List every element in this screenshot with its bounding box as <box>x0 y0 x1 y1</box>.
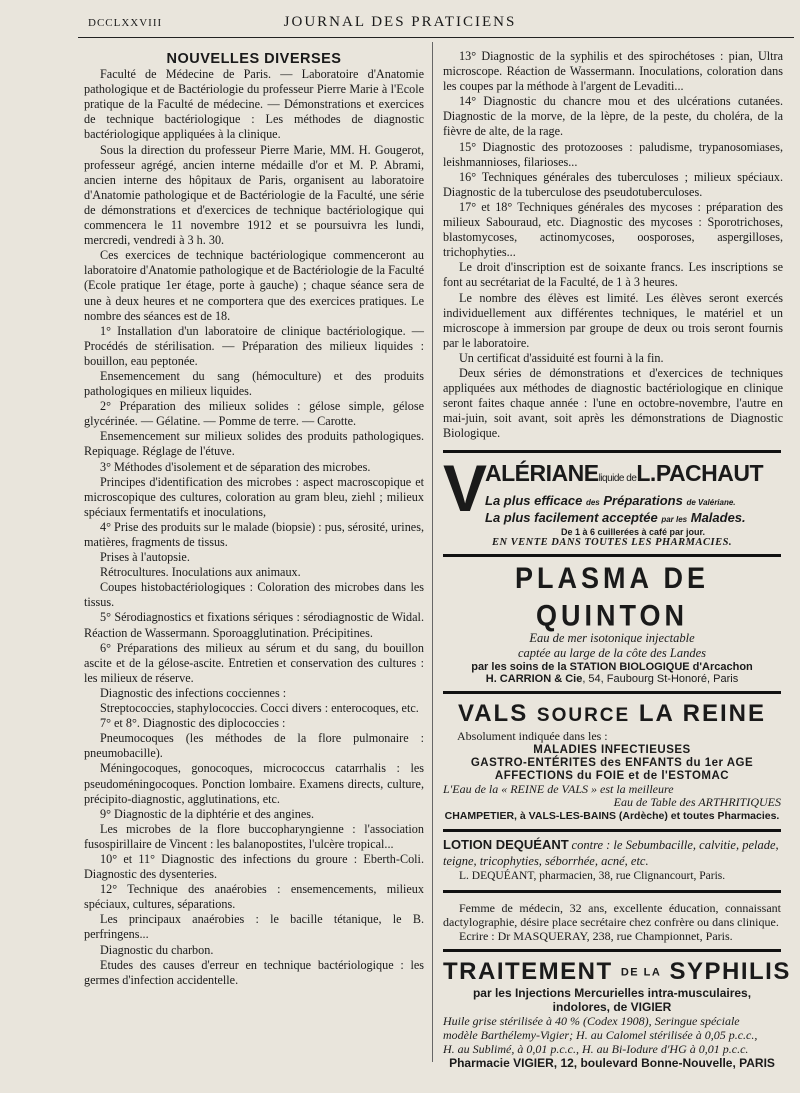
ad-traitement-de-la: DE LA <box>620 966 662 979</box>
tag2-a: La plus facilement acceptée <box>485 510 658 525</box>
left-paragraph: Les principaux anaérobies : le bacille tétanique, le B. perfringens... <box>84 912 424 942</box>
right-paragraph: Deux séries de démonstrations et d'exercices de techniques appliquées aux méthodes de diagnostic bactériologique en clinique seront faites chaque année : l'une en octobre-novembre, l'autre en mai-juin, soit avant, soit après les démonstrations de Diagnostic Biologique. <box>443 365 783 441</box>
left-paragraph: Prises à l'autopsie. <box>100 550 190 565</box>
ad-vals <box>443 694 781 832</box>
ad-traitement-title-b: SYPHILIS <box>669 957 791 985</box>
ad-traitement-l2: indolores, de VIGIER <box>552 1000 672 1015</box>
left-paragraph: Principes d'identification des microbes : aspect macroscopique et microscopique des cultures, coloration au gram bleu, ziehl ; milieux spéciaux fermentatifs et inoculations, <box>84 474 424 519</box>
right-paragraph: 17° et 18° Techniques générales des mycoses : préparation des milieux Sabouraud, etc. Diagnostic des mycoses : Sporotrichoses, blastomycoses, actinomycoses, oosporoses, aspergilloses, trichophyties... <box>443 199 783 260</box>
tag2-c: Malades. <box>690 510 746 525</box>
right-paragraph: Un certificat d'assiduité est fourni à la fin. <box>459 350 664 365</box>
ad-vals-l6: CHAMPETIER, à VALS-LES-BAINS (Ardèche) et toutes Pharmacies. <box>444 809 780 822</box>
ad-valeriane-tagline-2 <box>485 510 781 527</box>
left-column <box>84 52 424 988</box>
tag2-b: par les <box>661 515 688 524</box>
ad-lotion <box>443 832 781 893</box>
right-paragraph: 16° Techniques générales des tuberculoses ; milieux spéciaux. Diagnostic de la tuberculose des pseudotuberculoses. <box>443 169 783 199</box>
left-paragraph: Diagnostic du charbon. <box>100 942 214 957</box>
ad-traitement-title <box>443 957 791 987</box>
left-paragraph: 2° Préparation des milieux solides : gélose simple, gélose glycérinée. — Gélatine. — Pomme de terre. — Carotte. <box>84 399 424 429</box>
ad-plasma-street: , 54, Faubourg St-Honoré, Paris <box>582 673 739 685</box>
left-paragraph: 12° Technique des anaérobies : ensemencements, milieux spéciaux, cultures, séparations. <box>84 882 424 912</box>
ad-traitement-l4: modèle Barthélemy-Vigier; H. au Calomel stérilisée à 0,05 p.c.c., <box>443 1028 758 1043</box>
left-paragraph: 5° Sérodiagnostics et fixations sériques : sérodiagnostic de Widal. Réaction de Wassermann. Sporoagglutination. Précipitines. <box>84 610 424 640</box>
ad-plasma-company: H. CARRION & Cie <box>485 673 583 685</box>
ad-vals-l3: AFFECTIONS du FOIE et de l'ESTOMAC <box>494 769 730 782</box>
left-paragraph: Ensemencement du sang (hémoculture) et des produits pathologiques en milieux liquides. <box>84 368 424 399</box>
header-rule <box>78 37 794 38</box>
tag1-a: La plus efficace <box>485 493 583 508</box>
ad-traitement <box>443 952 791 1077</box>
ad-vals-title-c: LA REINE <box>638 700 766 727</box>
ad-valeriane-brand: L.PACHAUT <box>636 460 764 486</box>
right-paragraph: Le nombre des élèves est limité. Les élèves seront exercés individuellement aux différentes techniques, le matériel et un microscope à immersion par groupe de deux ou trois seront fournis par le laboratoire. <box>443 290 783 350</box>
ad-vals-l1: MALADIES INFECTIEUSES <box>533 743 691 756</box>
left-paragraph: 7° et 8°. Diagnostic des diplococcies : <box>100 716 286 731</box>
tag1-c: Préparations <box>603 493 683 508</box>
left-paragraph: Pneumocoques (les méthodes de la flore pulmonaire : pneumobacille). <box>84 731 424 761</box>
ad-plasma-title: PLASMA DE QUINTON <box>514 561 709 633</box>
ad-plasma <box>443 557 781 694</box>
left-paragraph: Sous la direction du professeur Pierre Marie, MM. H. Gougerot, professeur agrégé, ancien interne médaille d'or et M. P. Abrami, ancien interne des hôpitaux de Paris, organisent au laboratoire d'Anatomie pathologique et de Bactériologie de la Faculté, une série de démonstrations et d'exercices de technique bactériologique qui commencera le 11 novembre 1912 et se poursuivra les lundi, mercredi, vendredi à 3 h. 30. <box>84 142 424 248</box>
right-paragraph: 13° Diagnostic de la syphilis et des spirochétoses : pian, Ultra microscope. Réaction de Wassermann. Inoculations, coloration dans les coupes par la méthode à l'argent de Levaditi... <box>443 49 783 94</box>
left-paragraph: 3° Méthodes d'isolement et de séparation des microbes. <box>100 459 371 474</box>
ad-vals-title <box>443 700 781 730</box>
left-paragraph: 4° Prise des produits sur le malade (biopsie) : pus, sérosité, urines, matières, fragments de tissus. <box>84 519 424 549</box>
ad-vals-l4: L'Eau de la « REINE de VALS » est la meilleure <box>443 781 674 796</box>
section-title: NOUVELLES DIVERSES <box>166 51 342 67</box>
left-paragraph: Ces exercices de technique bactériologique commenceront au laboratoire d'Anatomie pathologique et de Bactériologie de la Faculté (Ecole pratique 1er étage, porte à gauche) ; chaque séance sera de une à deux heures et ne comportera que des exercices pratiques. Le nombre des séances est de 18. <box>84 248 424 323</box>
ad-lotion-text: contre : le Sebumbacille, calvitie, pelade, teigne, tricophyties, séborrhée, acné, etc. <box>443 838 779 868</box>
ad-plasma-line1: Eau de mer isotonique injectable <box>529 631 695 645</box>
left-paragraph: Coupes histobactériologiques : Coloration des microbes dans les tissus. <box>84 580 424 610</box>
ad-femme-medecin <box>443 893 781 952</box>
ad-vals-l5: Eau de Table des ARTHRITIQUES <box>613 795 781 809</box>
left-paragraph: Rétrocultures. Inoculations aux animaux. <box>100 565 301 580</box>
ad-valeriane-dose: De 1 à 6 cuillerées à café par jour. <box>560 527 706 537</box>
left-paragraph: 10° et 11° Diagnostic des infections du groure : Eberth-Coli. Diagnostic des dysenteries. <box>84 851 424 882</box>
right-column-body <box>443 49 783 441</box>
ad-traitement-l6: Pharmacie VIGIER, 12, boulevard Bonne-Nouvelle, PARIS <box>449 1056 775 1071</box>
right-paragraph: 14° Diagnostic du chancre mou et des ulcérations cutanées. Diagnostic de la morve, de la lèpre, de la peste, du choléra, de la fièvre de alte, de la rage. <box>443 94 783 139</box>
ad-valeriane-sale: EN VENTE DANS TOUTES LES PHARMACIES. <box>491 537 733 548</box>
ad-valeriane-title <box>485 459 781 493</box>
tag1-b: des <box>585 498 600 507</box>
advertisements <box>443 450 791 1076</box>
ad-lotion-title: LOTION DEQUÉANT <box>443 837 569 852</box>
ad-valeriane-liquide: liquide de <box>598 473 637 484</box>
ad-vals-title-a: VALS <box>458 700 529 727</box>
ad-plasma-by: par les soins de la STATION BIOLOGIQUE d'Arcachon <box>471 661 753 673</box>
ad-plasma-address <box>443 673 781 685</box>
ad-femme-contact: Ecrire : Dr MASQUERAY, 238, rue Championnet, Paris. <box>459 928 733 943</box>
ad-valeriane-initial: V <box>443 451 488 525</box>
ad-valeriane-tagline-1 <box>485 493 781 510</box>
ad-valeriane-name: ALÉRIANE <box>485 460 599 486</box>
ad-traitement-l1: par les Injections Mercurielles intra-musculaires, <box>472 986 752 1001</box>
journal-title: JOURNAL DES PRATICIENS <box>283 14 517 30</box>
left-paragraph: Méningocoques, gonocoques, micrococcus catarrhalis : les pseudoméningocoques. Ponction lombaire. Examens directs, culture, précipito-diagnostic, agglutinations, etc. <box>84 761 424 806</box>
left-paragraph: Les microbes de la flore buccopharyngienne : l'association fusospirillaire de Vincent : les balanopostites, l'ulcère tropical... <box>84 821 424 851</box>
left-paragraph: Faculté de Médecine de Paris. — Laboratoire d'Anatomie pathologique et de Bactériologie du professeur Pierre Marie à l'Ecole pratique de la Faculté de médecine. — Démonstrations et exercices de technique bactériologique : Les méthodes de diagnostic bactériologique appliquées à la clinique. <box>84 67 424 142</box>
ad-vals-l2: GASTRO-ENTÉRITES des ENFANTS du 1er AGE <box>470 756 754 769</box>
ad-vals-title-b: SOURCE <box>536 705 631 726</box>
right-column <box>443 49 783 441</box>
ad-traitement-l3: Huile grise stérilisée à 40 % (Codex 1908), Seringue spéciale <box>443 1014 740 1029</box>
tag1-d: de Valériane. <box>686 498 736 507</box>
left-paragraph: 6° Préparations des milieux au sérum et du sang, du bouillon ascite et de la gélose-ascite. Entretien et conservation des cultures : les milieux de réserve. <box>84 640 424 685</box>
column-divider <box>432 42 433 1062</box>
right-paragraph: Le droit d'inscription est de soixante francs. Les inscriptions se font au secrétariat de la Faculté, de 1 à 3 heures. <box>443 260 783 290</box>
ad-femme-text: Femme de médecin, 32 ans, excellente éducation, connaissant dactylographie, désire place secrétaire chez confrère ou dans clinique. <box>443 900 781 929</box>
ad-traitement-l5: H. au Sublimé, à 0,01 p.c.c., H. au Bi-Iodure d'HG à 0,01 p.c.c. <box>443 1042 749 1057</box>
ad-plasma-line2: captée au large de la côte des Landes <box>517 646 707 660</box>
ad-lotion-address: L. DEQUÉANT, pharmacien, 38, rue Clignancourt, Paris. <box>459 870 726 882</box>
page-number: DCCLXXVIII <box>88 17 163 29</box>
left-paragraph: 1° Installation d'un laboratoire de clinique bactériologique. — Procédés de stérilisation. — Préparation des milieux liquides : bouillon, eau peptonée. <box>84 323 424 368</box>
left-paragraph: Etudes des causes d'erreur en technique bactériologique : les germes d'infection accidentelle. <box>84 957 424 987</box>
left-paragraph: 9° Diagnostic de la diphtérie et des angines. <box>100 806 315 821</box>
left-paragraph: Ensemencement sur milieux solides des produits pathologiques. Repiquage. Réglage de l'étuve. <box>84 429 424 459</box>
left-column-body <box>84 67 424 988</box>
left-paragraph: Streptococcies, staphylococcies. Cocci divers : enterocoques, etc. <box>100 701 419 716</box>
ad-traitement-title-a: TRAITEMENT <box>443 957 613 985</box>
right-paragraph: 15° Diagnostic des protozooses : paludisme, trypanosomiases, leishmannioses, filarioses... <box>443 139 783 169</box>
left-paragraph: Diagnostic des infections cocciennes : <box>100 685 287 700</box>
ad-vals-intro: Absolument indiquée dans les : <box>457 729 608 743</box>
ad-valeriane <box>443 450 781 557</box>
